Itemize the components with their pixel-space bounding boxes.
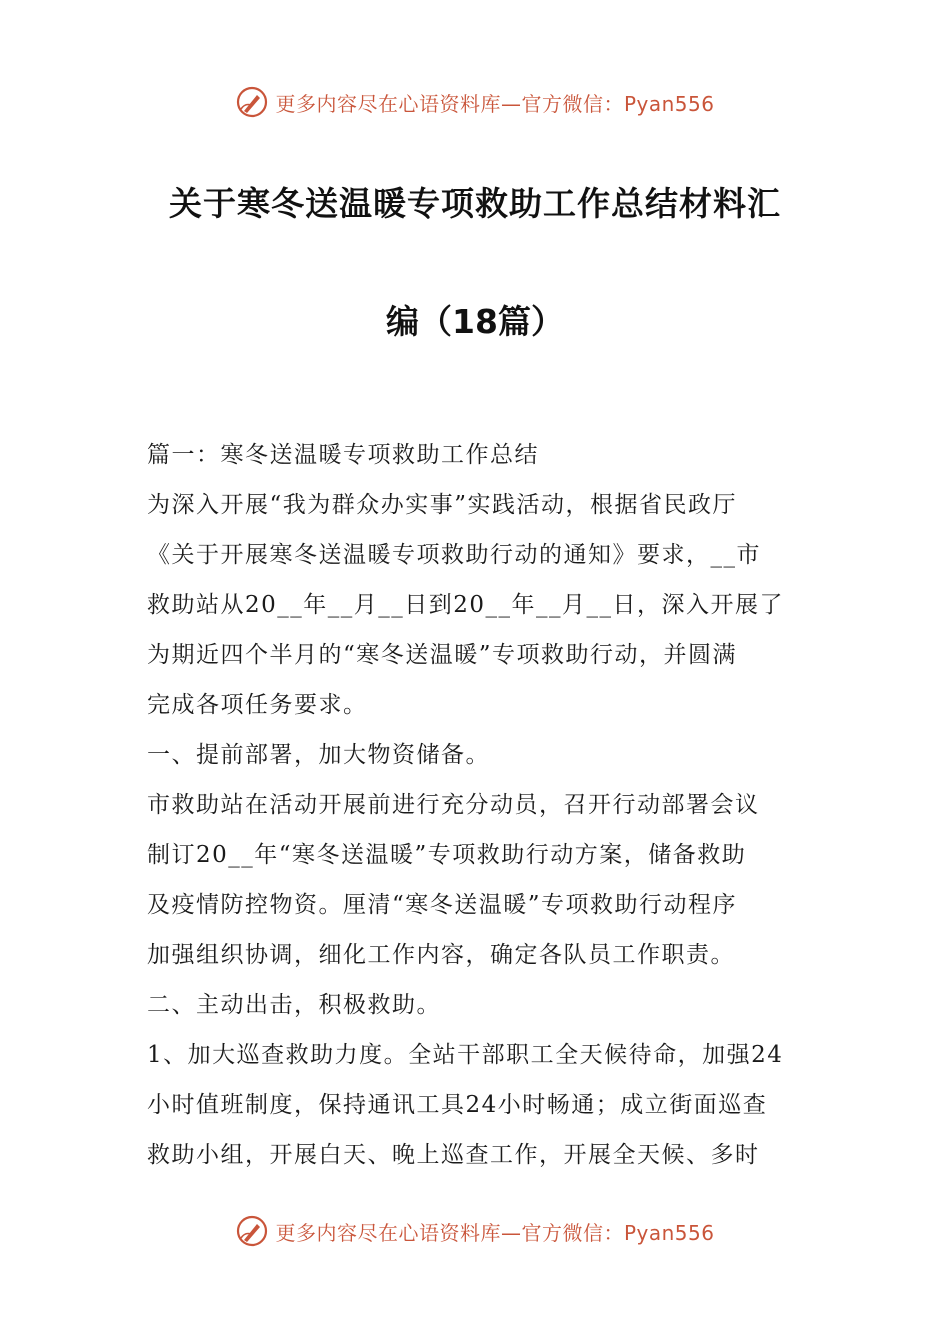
- body-line: 及疫情防控物资。厘清“寒冬送温暖”专项救助行动程序: [147, 892, 738, 918]
- body-line: 小时值班制度，保持通讯工具24小时畅通；成立街面巡查: [147, 1092, 768, 1118]
- document-title-line-2: 编（18篇）: [386, 302, 564, 341]
- body-line: 制订20__年“寒冬送温暖”专项救助行动方案，储备救助: [147, 842, 747, 868]
- body-line: 救助站从20__年__月__日到20__年__月__日，深入开展了: [147, 592, 785, 618]
- body-line: 为深入开展“我为群众办实事”实践活动，根据省民政厅: [147, 492, 738, 518]
- body-line: 为期近四个半月的“寒冬送温暖”专项救助行动，并圆满: [147, 642, 738, 668]
- body-line: 1、加大巡查救助力度。全站干部职工全天候待命，加强24: [147, 1042, 784, 1068]
- body-line: 加强组织协调，细化工作内容，确定各队员工作职责。: [147, 942, 735, 968]
- body-line: 《关于开展寒冬送温暖专项救助行动的通知》要求，__市: [147, 542, 761, 568]
- pen-logo-icon: [235, 1214, 269, 1248]
- footer-watermark: [0, 1211, 950, 1251]
- body-line: 二、主动出击，积极救助。: [147, 992, 441, 1018]
- body-line: 市救助站在活动开展前进行充分动员，召开行动部署会议: [147, 792, 760, 818]
- document-body: [147, 430, 807, 1180]
- body-line: 救助小组，开展白天、晚上巡查工作，开展全天候、多时: [147, 1142, 760, 1168]
- pen-logo-icon: [235, 85, 269, 119]
- watermark-text: 更多内容尽在心语资料库—官方微信：Pyan556: [275, 91, 715, 116]
- body-line: 篇一：寒冬送温暖专项救助工作总结: [147, 442, 539, 468]
- document-title-line-1: 关于寒冬送温暖专项救助工作总结材料汇: [169, 184, 781, 223]
- body-line: 一、提前部署，加大物资储备。: [147, 742, 490, 768]
- header-watermark: [0, 82, 950, 122]
- watermark-text: 更多内容尽在心语资料库—官方微信：Pyan556: [275, 1220, 715, 1245]
- body-line: 完成各项任务要求。: [147, 692, 368, 718]
